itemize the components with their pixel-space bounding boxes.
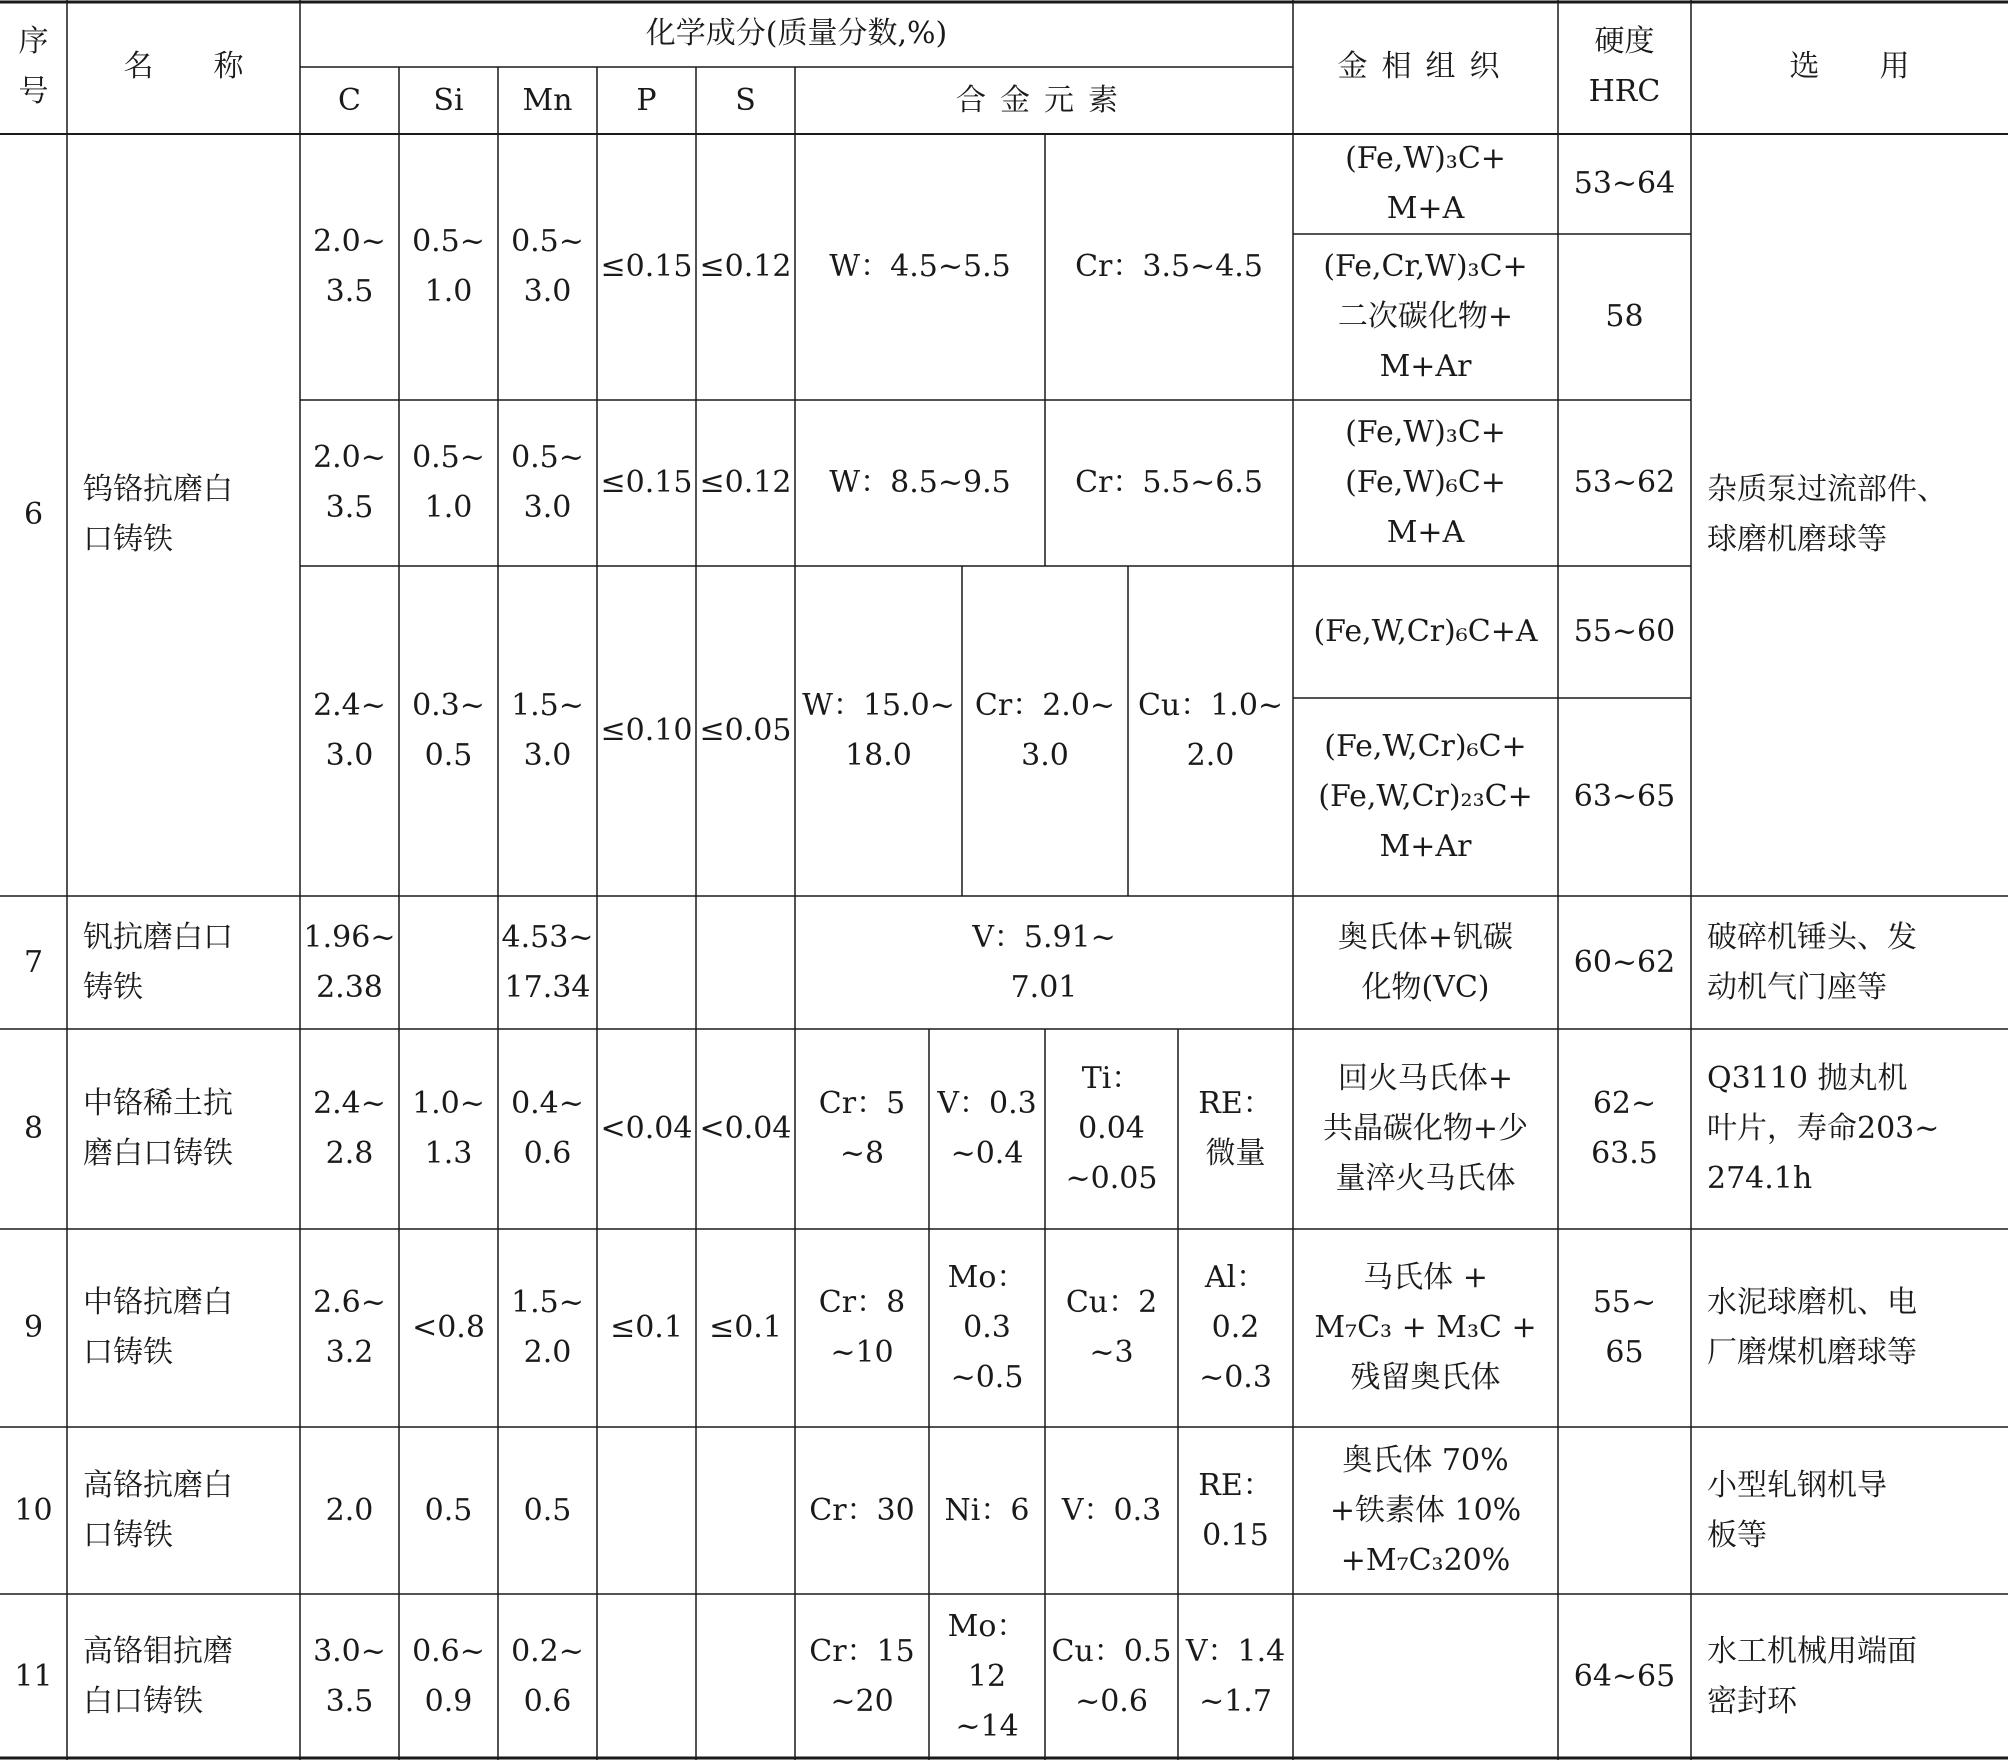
header-mn: Mn — [522, 82, 573, 118]
header-seq: 序 号 — [18, 24, 49, 109]
row6c-c: 2.4~ 3.0 — [313, 688, 386, 773]
row11-mn: 0.2~ 0.6 — [511, 1634, 584, 1719]
row8-p: <0.04 — [600, 1111, 693, 1146]
row9-hardness: 55~ 65 — [1592, 1285, 1657, 1370]
row9-microstructure: 马氏体 + M₇C₃ + M₃C + 残留奥氏体 — [1314, 1260, 1537, 1395]
row7-name: 钒抗磨白口 铸铁 — [83, 919, 233, 1005]
row10-microstructure: 奥氏体 70% +铁素体 10% +M₇C₃20% — [1329, 1442, 1522, 1578]
row9-c: 2.6~ 3.2 — [313, 1285, 386, 1370]
row6c-element-w: W：15.0~ 18.0 — [802, 688, 955, 773]
row11-c: 3.0~ 3.5 — [313, 1634, 386, 1719]
row10-mn: 0.5 — [523, 1492, 572, 1528]
row9-p: ≤0.1 — [610, 1310, 683, 1345]
row9-element-al: Al：0.2 ~0.3 — [1199, 1260, 1272, 1395]
row7-alloy: V：5.91~ 7.01 — [972, 919, 1116, 1005]
row10-c: 2.0 — [325, 1492, 374, 1528]
row6a-element-cr: Cr：3.5~4.5 — [1075, 249, 1263, 284]
row8-element-re: RE： 微量 — [1198, 1086, 1273, 1171]
row6c-microstructure-2: (Fe,W,Cr)₆C+ (Fe,W,Cr)₂₃C+ M+Ar — [1318, 729, 1533, 864]
row8-si: 1.0~ 1.3 — [412, 1086, 485, 1171]
row9-s: ≤0.1 — [709, 1310, 782, 1345]
row7-mn: 4.53~ 17.34 — [501, 919, 594, 1005]
row6c-p: ≤0.10 — [600, 713, 693, 748]
row6c-microstructure-1: (Fe,W,Cr)₆C+A — [1313, 614, 1538, 649]
row6b-mn: 0.5~ 3.0 — [511, 440, 584, 525]
row11-usage: 水工机械用端面 密封环 — [1707, 1634, 1917, 1719]
row8-s: <0.04 — [699, 1111, 792, 1146]
header-s: S — [735, 82, 756, 118]
row9-usage: 水泥球磨机、电 厂磨煤机磨球等 — [1707, 1285, 1917, 1370]
row10-name: 高铬抗磨白 口铸铁 — [83, 1467, 233, 1553]
row11-element-v: V：1.4 ~1.7 — [1185, 1634, 1286, 1719]
row6b-s: ≤0.12 — [699, 465, 792, 500]
row6c-element-cr: Cr：2.0~ 3.0 — [974, 688, 1116, 773]
row6a-s: ≤0.12 — [699, 249, 792, 284]
row10-element-cr: Cr：30 — [809, 1492, 915, 1528]
row11-hardness: 64~65 — [1573, 1659, 1676, 1694]
row6b-element-cr: Cr：5.5~6.5 — [1075, 465, 1263, 500]
row11-element-mo: Mo：12 ~14 — [947, 1609, 1027, 1744]
header-hardness: 硬度 HRC — [1588, 24, 1661, 109]
row8-hardness: 62~ 63.5 — [1591, 1086, 1658, 1171]
row11-p — [597, 1594, 696, 1760]
row6-name: 钨铬抗磨白 口铸铁 — [83, 472, 233, 557]
header-microstructure: 金相组织 — [1337, 49, 1514, 84]
row6a-si: 0.5~ 1.0 — [412, 224, 485, 309]
row6b-c: 2.0~ 3.5 — [313, 440, 386, 525]
row7-p — [597, 896, 696, 1029]
row11-microstructure — [1293, 1594, 1558, 1760]
header-alloy-elements: 合金元素 — [956, 82, 1132, 118]
row8-element-cr: Cr：5 ~8 — [818, 1086, 906, 1171]
row6a-c: 2.0~ 3.5 — [313, 224, 386, 309]
row11-element-cu: Cu：0.5 ~0.6 — [1051, 1634, 1172, 1719]
row6a-microstructure-1: (Fe,W)₃C+ M+A — [1345, 141, 1506, 226]
row9-element-cr: Cr：8 ~10 — [818, 1285, 906, 1370]
row8-name: 中铬稀土抗 磨白口铸铁 — [83, 1086, 233, 1171]
row10-seq: 10 — [14, 1492, 53, 1528]
row6a-mn: 0.5~ 3.0 — [511, 224, 584, 309]
row6b-hardness: 53~62 — [1573, 465, 1676, 500]
row10-element-re: RE： 0.15 — [1198, 1467, 1273, 1553]
row9-name: 中铬抗磨白 口铸铁 — [83, 1285, 233, 1370]
row6c-element-cu: Cu：1.0~ 2.0 — [1137, 688, 1284, 773]
row6b-microstructure: (Fe,W)₃C+ (Fe,W)₆C+ M+A — [1345, 415, 1506, 550]
row6-usage: 杂质泵过流部件、 球磨机磨球等 — [1707, 472, 1947, 557]
row9-element-mo: Mo：0.3 ~0.5 — [947, 1260, 1027, 1395]
row10-s — [696, 1427, 795, 1594]
row8-seq: 8 — [23, 1111, 44, 1146]
row6c-hardness-2: 63~65 — [1573, 779, 1676, 814]
row9-si: <0.8 — [412, 1310, 485, 1345]
row10-p — [597, 1427, 696, 1594]
row7-s — [696, 896, 795, 1029]
row6c-si: 0.3~ 0.5 — [412, 688, 485, 773]
row8-element-v: V：0.3 ~0.4 — [937, 1086, 1037, 1171]
row7-si — [399, 896, 498, 1029]
row11-element-cr: Cr：15 ~20 — [809, 1634, 915, 1719]
row7-seq: 7 — [23, 944, 44, 980]
row8-c: 2.4~ 2.8 — [313, 1086, 386, 1171]
row10-usage: 小型轧钢机导 板等 — [1707, 1467, 1887, 1553]
row10-element-ni: Ni：6 — [944, 1492, 1030, 1528]
row8-microstructure: 回火马氏体+ 共晶碳化物+少 量淬火马氏体 — [1322, 1061, 1529, 1196]
row10-hardness — [1558, 1427, 1691, 1594]
row6-seq: 6 — [23, 497, 44, 532]
row8-usage: Q3110 抛丸机 叶片，寿命203~ 274.1h — [1707, 1061, 1940, 1196]
row11-s — [696, 1594, 795, 1760]
row6a-hardness-1: 53~64 — [1573, 166, 1676, 201]
row8-mn: 0.4~ 0.6 — [511, 1086, 584, 1171]
header-c: C — [338, 82, 361, 118]
row9-mn: 1.5~ 2.0 — [511, 1285, 584, 1370]
row11-si: 0.6~ 0.9 — [412, 1634, 485, 1719]
header-p: P — [636, 82, 657, 118]
row7-hardness: 60~62 — [1573, 944, 1676, 980]
row6c-s: ≤0.05 — [699, 713, 792, 748]
row6c-mn: 1.5~ 3.0 — [511, 688, 584, 773]
header-chemical-composition: 化学成分(质量分数,%) — [645, 15, 948, 51]
header-name: 名 称 — [123, 49, 244, 84]
row6b-element-w: W：8.5~9.5 — [829, 465, 1011, 500]
row6b-p: ≤0.15 — [600, 465, 693, 500]
row10-element-v: V：0.3 — [1061, 1492, 1162, 1528]
row11-seq: 11 — [14, 1659, 53, 1694]
row7-microstructure: 奥氏体+钒碳 化物(VC) — [1337, 919, 1514, 1005]
row6a-hardness-2: 58 — [1605, 299, 1644, 334]
row6a-microstructure-2: (Fe,Cr,W)₃C+ 二次碳化物+ M+Ar — [1323, 249, 1528, 384]
row6a-element-w: W：4.5~5.5 — [829, 249, 1011, 284]
row7-c: 1.96~ 2.38 — [303, 919, 396, 1005]
row10-si: 0.5 — [424, 1492, 473, 1528]
row7-usage: 破碎机锤头、发 动机气门座等 — [1707, 919, 1917, 1005]
row6a-p: ≤0.15 — [600, 249, 693, 284]
row6b-si: 0.5~ 1.0 — [412, 440, 485, 525]
row6c-hardness-1: 55~60 — [1573, 614, 1676, 649]
header-si: Si — [433, 82, 464, 118]
row9-seq: 9 — [23, 1310, 44, 1345]
row9-element-cu: Cu：2 ~3 — [1065, 1285, 1158, 1370]
header-usage: 选 用 — [1789, 49, 1910, 84]
row8-element-ti: Ti：0.04 ~0.05 — [1065, 1061, 1158, 1196]
row11-name: 高铬钼抗磨 白口铸铁 — [83, 1634, 233, 1719]
